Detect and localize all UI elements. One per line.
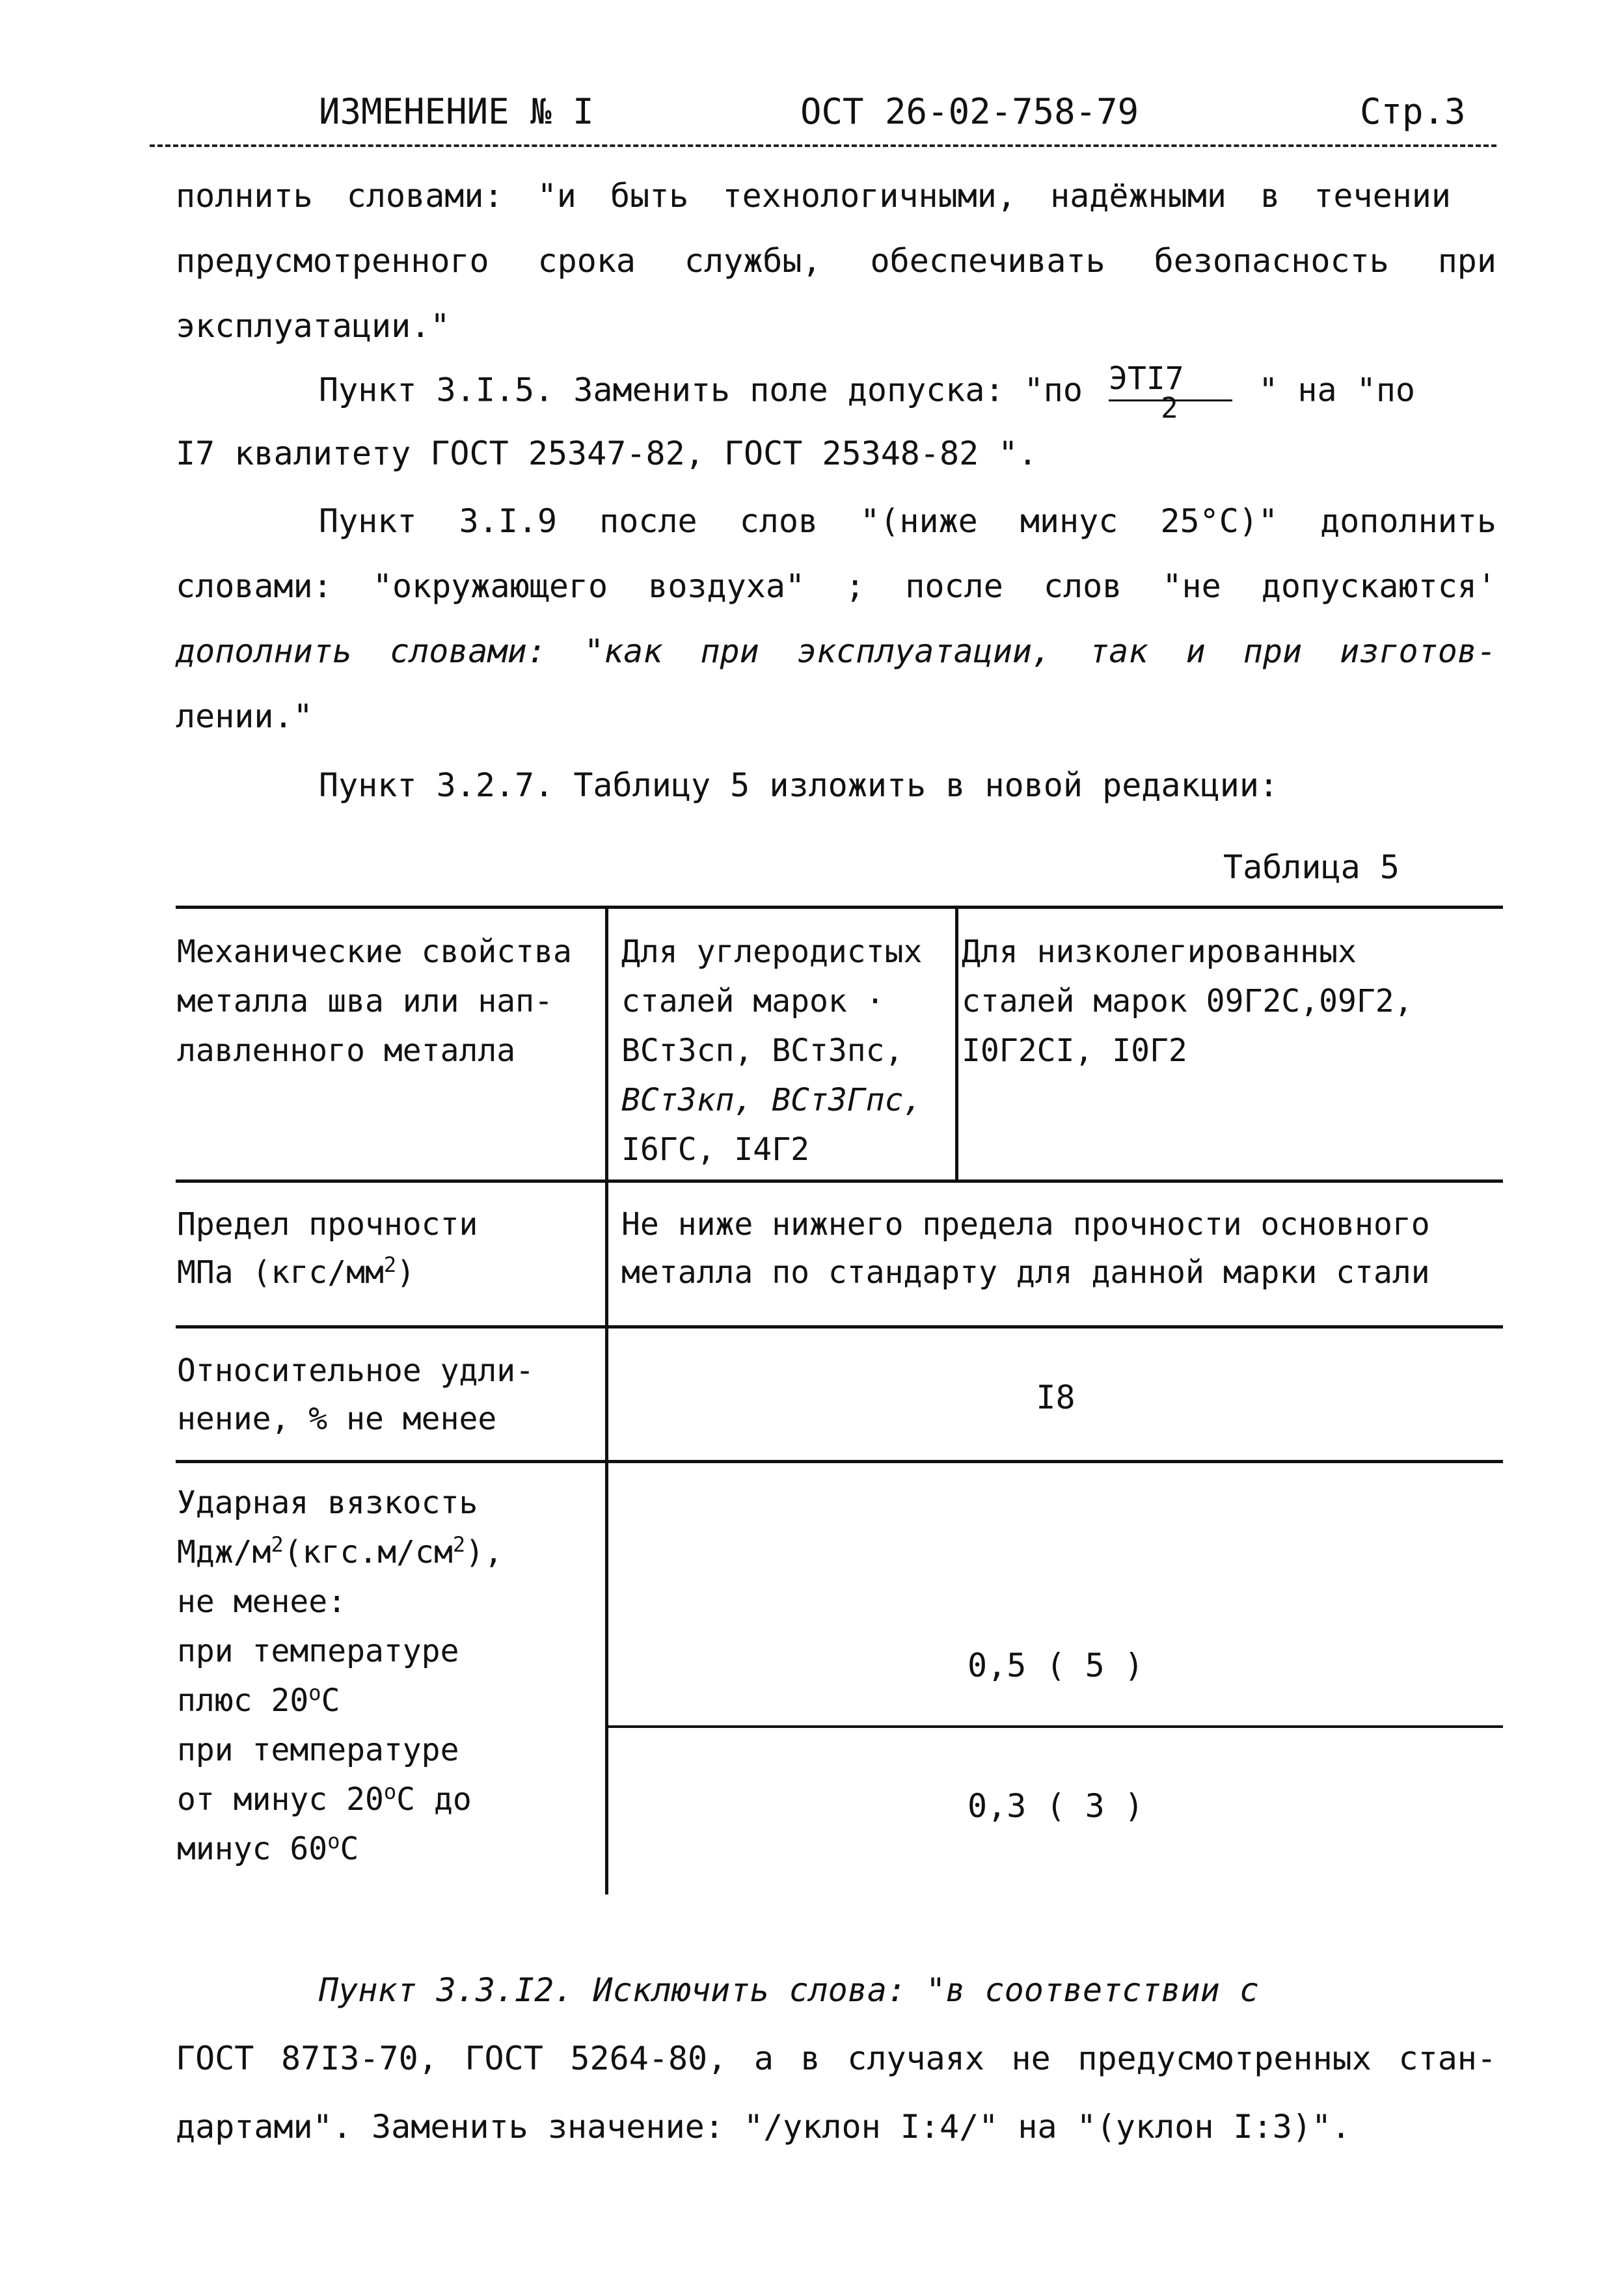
tolerance-fraction (1102, 360, 1239, 425)
row1-label-line1: Предел прочности (177, 1206, 478, 1243)
row1-value-line2: металла по стандарту для данной марки стали (621, 1254, 1430, 1291)
row1-label-line2-pre: МПа (кгс/мм (177, 1254, 384, 1291)
row3-label-line8-pre: минус 60 (177, 1831, 328, 1867)
head-col1-line3: лавленного металла (177, 1032, 516, 1069)
row1-label (177, 1200, 478, 1297)
row3-value-a: 0,5 ( 5 ) (968, 1647, 1144, 1684)
row3-label-line7-post: С до (396, 1781, 472, 1818)
table-caption: Таблица 5 (1223, 848, 1400, 886)
row3-label-line5-post: С (321, 1682, 340, 1719)
p2-line2: I7 квалитету ГОСТ 25347-82, ГОСТ 25348-82 ". (176, 435, 1038, 472)
row3-label-line7 (177, 1775, 503, 1824)
table-col2-rule (955, 906, 958, 1183)
row3-label-line1: Ударная вязкость (177, 1485, 478, 1521)
head-col1-line1: Механические свойства (177, 934, 572, 970)
fraction-denominator: 2 (1161, 392, 1178, 425)
row3-label-line7-sup: о (383, 1779, 397, 1804)
row3-label-line8 (177, 1824, 503, 1874)
head-col1 (177, 927, 572, 1075)
p3-line4: лении." (176, 697, 313, 735)
row3-label-line2 (177, 1528, 503, 1577)
p3-line3: дополнить словами: "как при эксплуатации, так и при изготов- (176, 632, 1496, 670)
row3-label-line8-sup: о (327, 1829, 340, 1854)
p2-text-before: Пункт 3.I.5. Заменить поле допуска: "по (319, 371, 1083, 409)
footer-par-line3: дартами". Заменить значение: "/уклон I:4/" на "(уклон I:3)". (176, 2108, 1351, 2146)
row1-value-line1: Не ниже нижнего предела прочности основного (621, 1206, 1430, 1243)
p3-line1: Пункт 3.I.9 после слов "(ниже минус 25°С)" дополнить (319, 502, 1496, 540)
fraction-numerator: ЭТI7 (1109, 360, 1184, 397)
row3-label-line8-post: С (340, 1831, 359, 1867)
head-col1-line2: металла шва или нап- (177, 983, 553, 1019)
head-col3 (962, 927, 1413, 1075)
p1-line2: предусмотренного срока службы, обеспечивать безопасность при (176, 242, 1496, 280)
row3-label-line2-sup2: 2 (452, 1532, 466, 1557)
row2-label (177, 1347, 534, 1443)
header-center: ОСТ 26-02-758-79 (800, 91, 1139, 132)
head-col3-line2: сталей марок 09Г2С,09Г2, (962, 983, 1413, 1019)
row3-label-line2-post: ), (465, 1534, 503, 1571)
row1-label-line2-post: ) (396, 1254, 416, 1291)
head-col2-line5: I6ГС, I4Г2 (621, 1131, 809, 1168)
table-top-rule (176, 906, 1503, 909)
head-col2-line3: ВСт3сп, ВСт3пс, (621, 1032, 904, 1069)
row3-value-b: 0,3 ( 3 ) (968, 1787, 1144, 1825)
p2-line1 (319, 360, 1416, 425)
footer-par-line1: Пункт 3.3.I2. Исключить слова: "в соответствии с (319, 1971, 1259, 2009)
header-rule (150, 144, 1496, 147)
row2-label-line1: Относительное удли- (177, 1353, 535, 1389)
row3-label-line2-mid: (кгс.м/см (283, 1534, 453, 1571)
footer-par-line2: ГОСТ 87I3-70, ГОСТ 5264-80, а в случаях не предусмотренных стан- (176, 2040, 1496, 2077)
p1-line3: эксплуатации." (176, 307, 450, 345)
row1-value (621, 1200, 1430, 1297)
head-col2-line2: сталей марок · (621, 983, 885, 1019)
row3-label-line4: при температуре (177, 1633, 459, 1669)
head-col2-line4: ВСт3кп, ВСт3Гпс, (621, 1082, 923, 1118)
row1-label-line2-sup: 2 (383, 1252, 397, 1277)
row3-label-line5 (177, 1676, 503, 1725)
table-row1-bottom-rule (176, 1325, 1503, 1328)
head-col2 (621, 927, 922, 1174)
row3-label-line7-pre: от минус 20 (177, 1781, 384, 1818)
row3-label-line5-sup: о (308, 1680, 321, 1705)
head-col3-line3: I0Г2СI, I0Г2 (962, 1032, 1187, 1069)
row3-label-line3: не менее: (177, 1584, 347, 1620)
table-row3-inner-rule (606, 1725, 1503, 1728)
table-row2-bottom-rule (176, 1460, 1503, 1463)
row3-label (177, 1478, 503, 1874)
row2-label-line2: нение, % не менее (177, 1401, 497, 1437)
head-col3-line1: Для низколегированных (962, 934, 1357, 970)
table-head-bottom-rule (176, 1180, 1503, 1183)
row3-label-line6: при температуре (177, 1732, 459, 1768)
p1-line1: полнить словами: "и быть технологичными, надёжными в течении (176, 177, 1451, 215)
row1-label-line2 (177, 1248, 478, 1297)
head-col2-line1: Для углеродистых (621, 934, 923, 970)
row3-label-line2-sup1: 2 (271, 1532, 284, 1557)
header-left: ИЗМЕНЕНИЕ № I (319, 91, 594, 132)
p3-line2: словами: "окружающего воздуха" ; после слов "не допускаются' (176, 567, 1496, 605)
row3-label-line5-pre: плюс 20 (177, 1682, 309, 1719)
p4-line1: Пункт 3.2.7. Таблицу 5 изложить в новой редакции: (319, 766, 1279, 804)
header-right: Стр.3 (1360, 91, 1466, 132)
row3-label-line2-pre: Мдж/м (177, 1534, 271, 1571)
row2-value: I8 (1036, 1379, 1076, 1416)
p2-text-after: " на "по (1258, 371, 1416, 409)
